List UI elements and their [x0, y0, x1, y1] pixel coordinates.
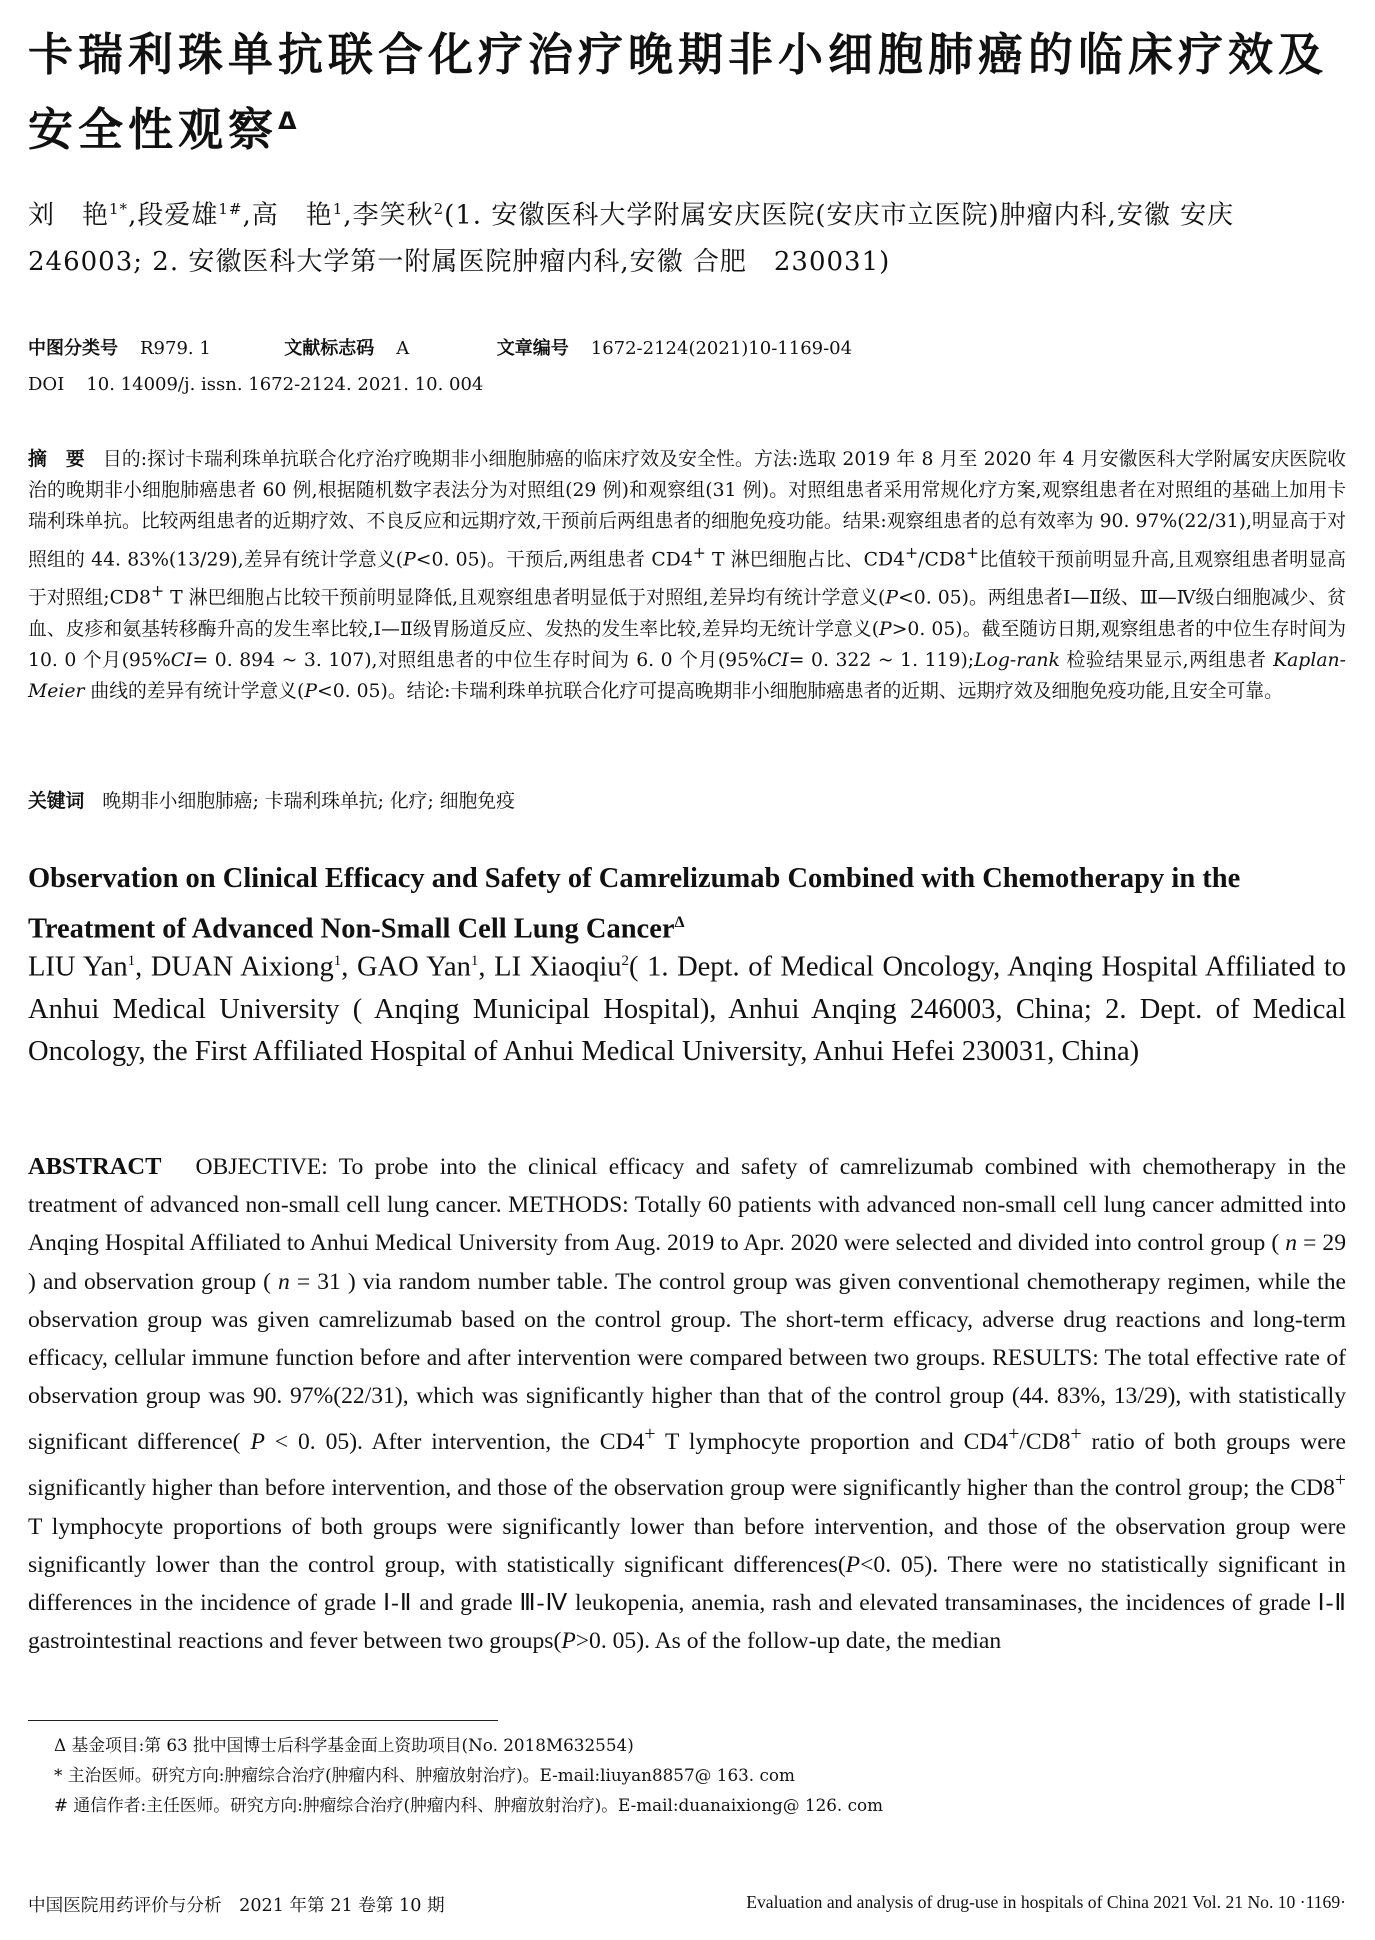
english-affiliation: ( 1. Dept. of Medical Oncology, Anqing Hospital Affiliated to Anhui Medical University ( Anqing Municipal Hospital), Anhui Anqing 246003, China; 2. Dept. of Medical Oncology, the First Affiliated Hospital of Anhui Medical University, Anhui Hefei 230031, China)	[28, 951, 1347, 1067]
footnote-corresponding-author: # 通信作者:主任医师。研究方向:肿瘤综合治疗(肿瘤内科、肿瘤放射治疗)。E-mail:duanaixiong@ 126. com	[54, 1795, 884, 1815]
footnote-divider	[28, 1720, 498, 1721]
chinese-authors: 刘 艳$^{1*}$,段爱雄$^{1\#}$,高 艳$^1$,李笑秋$^2$(1. 安徽医科大学附属安庆医院(安庆市立医院)肿瘤内科,安徽 安庆 246003; 2. 安徽医科大学第一附属医院肿瘤内科,安徽 合肥 230031)	[28, 200, 1235, 277]
doi-line: DOI 10. 14009/j. issn. 1672-2124. 2021. 10. 004	[28, 374, 484, 395]
chinese-abstract: 摘 要 目的:探讨卡瑞利珠单抗联合化疗治疗晚期非小细胞肺癌的临床疗效及安全性。方法:选取 2019 年 8 月至 2020 年 4 月安徽医科大学附属安庆医院收治的晚期非小细胞肺癌患者 60 例,根据随机数字表法分为对照组(29 例)和观察组(31 例)。对照组患者采用常规化疗方案,观察组患者在对照组的基础上加用卡瑞利珠单抗。比较两组患者的近期疗效、不良反应和远期疗效,干预前后两组患者的细胞免疫功能。结果:观察组患者的总有效率为 90. 97%(22/31),明显高于对照组的 44. 83%(13/29),差异有统计学意义(P<0. 05)。干预后,两组患者 CD4+ T 淋巴细胞占比、CD4+/CD8+比值较干预前明显升高,且观察组患者明显高于对照组;CD8+ T 淋巴细胞占比较干预前明显降低,且观察组患者明显低于对照组,差异均有统计学意义(P<0. 05)。两组患者Ⅰ—Ⅱ级、Ⅲ—Ⅳ级白细胞减少、贫血、皮疹和氨基转移酶升高的发生率比较,Ⅰ—Ⅱ级胃肠道反应、发热的发生率比较,差异均无统计学意义(P>0. 05)。截至随访日期,观察组患者的中位生存时间为 10. 0 个月(95%CI= 0. 894 ~ 3. 107),对照组患者的中位生存时间为 6. 0 个月(95%CI= 0. 322 ~ 1. 119);Log-rank 检验结果显示,两组患者 Kaplan-Meier 曲线的差异有统计学意义(P<0. 05)。结论:卡瑞利珠单抗联合化疗可提高晚期非小细胞肺癌患者的近期、远期疗效及细胞免疫功能,且安全可靠。	[28, 449, 1347, 702]
footnotes	[54, 1730, 1344, 1820]
fund-mark: Δ	[278, 107, 297, 135]
english-title: Observation on Clinical Efficacy and Safety of Camrelizumab Combined with Chemotherapy in the Treatment of Advanced Non-Small Cell Lung Cancer$^\Delta$	[28, 863, 1241, 945]
abstract-label-en: ABSTRACT	[28, 1153, 162, 1180]
chinese-title: 卡瑞利珠单抗联合化疗治疗晚期非小细胞肺癌的临床疗效及安全性观察$^\Delta$	[28, 28, 1329, 156]
classification-line: 中图分类号 R979. 1 文献标志码 A 文章编号 1672-2124(2021)10-1169-04	[28, 338, 853, 359]
footnote-fund: Δ 基金项目:第 63 批中国博士后科学基金面上资助项目(No. 2018M632554)	[54, 1735, 634, 1755]
chinese-affiliation: (1. 安徽医科大学附属安庆医院(安庆市立医院)肿瘤内科,安徽 安庆 246003; 2. 安徽医科大学第一附属医院肿瘤内科,安徽 合肥 230031)	[28, 200, 1235, 277]
english-abstract: ABSTRACT OBJECTIVE: To probe into the clinical efficacy and safety of camrelizumab combined with chemotherapy in the treatment of advanced non-small cell lung cancer. METHODS: Totally 60 patients with advanced non-small cell lung cancer admitted into Anqing Hospital Affiliated to Anhui Medical University from Aug. 2019 to Apr. 2020 were selected and divided into control group ( n = 29 ) and observation group ( n = 31 ) via random number table. The control group was given conventional chemotherapy regimen, while the observation group was given camrelizumab based on the control group. The short-term efficacy, adverse drug reactions and long-term efficacy, cellular immune function before and after intervention were compared between two groups. RESULTS: The total effective rate of observation group was 90. 97%(22/31), which was significantly higher than that of the control group (44. 83%, 13/29), with statistically significant difference( P < 0. 05). After intervention, the CD4+ T lymphocyte proportion and CD4+/CD8+ ratio of both groups were significantly higher than before intervention, and those of the observation group were significantly higher than the control group; the CD8+ T lymphocyte proportions of both groups were significantly lower than before intervention, and those of the observation group were significantly lower than the control group, with statistically significant differences(P<0. 05). There were no statistically significant in differences in the incidence of grade Ⅰ-Ⅱ and grade Ⅲ-Ⅳ leukopenia, anemia, rash and elevated transaminases, the incidences of grade Ⅰ-Ⅱ gastrointestinal reactions and fever between two groups(P>0. 05). As of the follow-up date, the median	[28, 1153, 1346, 1655]
page-footer	[28, 1892, 1346, 1917]
footer-journal-cn: 中国医院用药评价与分析 2021 年第 21 卷第 10 期	[28, 1896, 445, 1916]
english-authors: LIU Yan$^1$, DUAN Aixiong$^1$, GAO Yan$^1$, LI Xiaoqiu$^2$( 1. Dept. of Medical Oncology, Anqing Hospital Affiliated to Anhui Medical University ( Anqing Municipal Hospital), Anhui Anqing 246003, China; 2. Dept. of Medical Oncology, the First Affiliated Hospital of Anhui Medical University, Anhui Hefei 230031, China)	[28, 951, 1347, 1067]
footer-journal-en: Evaluation and analysis of drug-use in hospitals of China 2021 Vol. 21 No. 10 ·1169·	[746, 1892, 1346, 1912]
footnote-first-author: * 主治医师。研究方向:肿瘤综合治疗(肿瘤内科、肿瘤放射治疗)。E-mail:liuyan8857@ 163. com	[54, 1765, 795, 1785]
abstract-label-cn: 摘 要	[28, 449, 85, 470]
doi-value: 10. 14009/j. issn. 1672-2124. 2021. 10. 004	[86, 374, 484, 395]
chinese-keywords: 关键词 晚期非小细胞肺癌; 卡瑞利珠单抗; 化疗; 细胞免疫	[28, 791, 515, 812]
